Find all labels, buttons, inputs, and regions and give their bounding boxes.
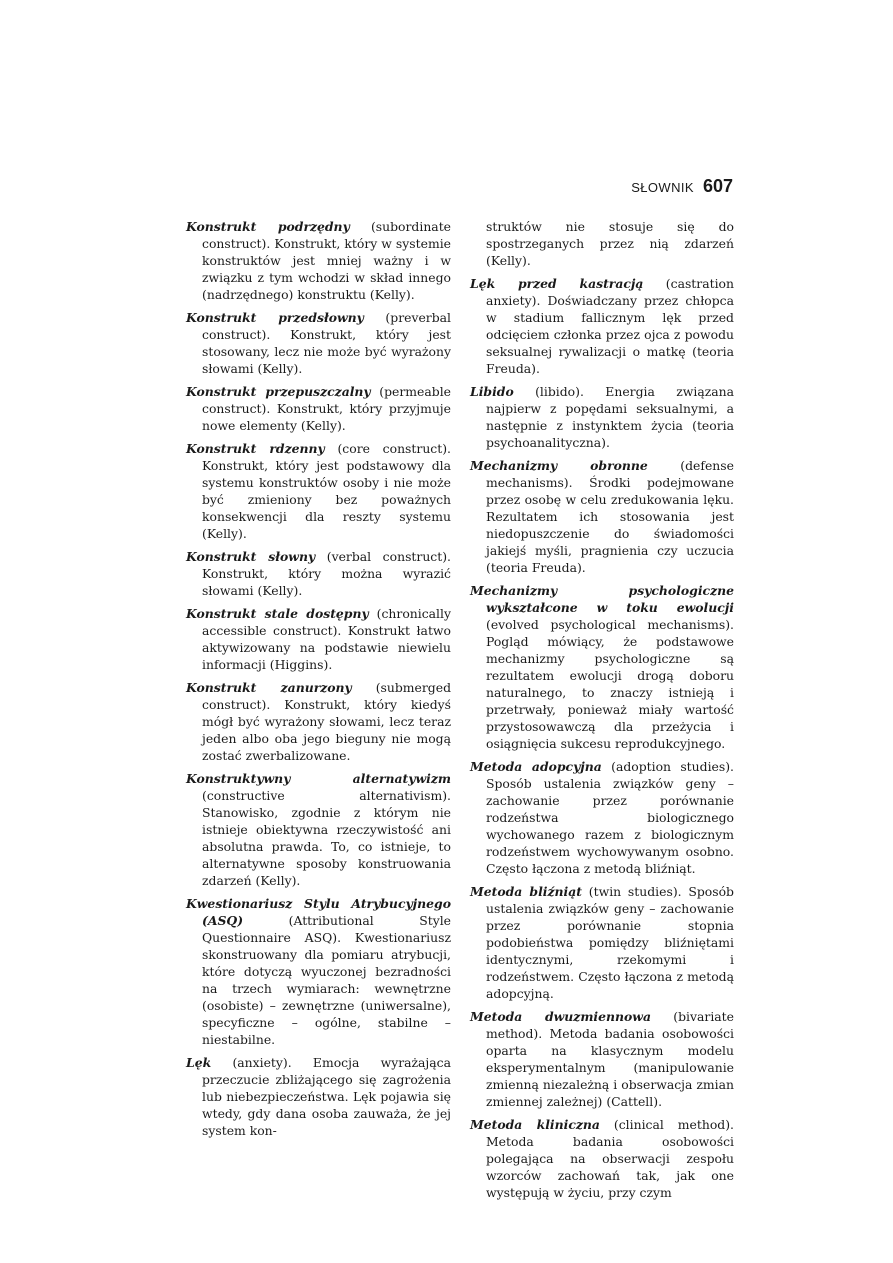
entry-term: Metoda bliźniąt bbox=[470, 884, 583, 899]
entry-definition: (bivariate method). Metoda badania osobowości oparta na klasycznym modelu eksperymentalnym (manipulowanie zmienną niezależną i obserwacja zmian zmiennej zależnej) (Cattell). bbox=[486, 1009, 734, 1109]
glossary-entry bbox=[470, 1116, 734, 1201]
glossary-entry bbox=[470, 383, 734, 451]
glossary-entry bbox=[186, 383, 451, 434]
glossary-entry bbox=[186, 895, 451, 1048]
glossary-entry bbox=[470, 1008, 734, 1110]
glossary-entry bbox=[186, 605, 451, 673]
entry-term: Konstrukt stale dostępny bbox=[186, 606, 369, 621]
glossary-entry bbox=[470, 883, 734, 1002]
entry-definition: (subordinate construct). Konstrukt, który w systemie konstruktów jest mniej ważny i w związku z tym wchodzi w skład innego (nadrzędnego) konstruktu (Kelly). bbox=[202, 219, 452, 302]
entry-definition: (verbal construct). Konstrukt, który można wyrazić słowami (Kelly). bbox=[202, 549, 451, 598]
entry-definition: (libido). Energia związana najpierw z popędami seksualnymi, a następnie z instynktem życia (teoria psychoanalityczna). bbox=[486, 384, 734, 450]
entry-term: Lęk bbox=[186, 1055, 212, 1070]
entry-definition: (evolved psychological mechanisms). Pogląd mówiący, że podstawowe mechanizmy psychologiczne są rezultatem ewolucji drogą doboru naturalnego, to znaczy istnieją i przetrwały, ponieważ miały wartość przystosowawczą dla przeżycia i osiągnięcia sukcesu reprodukcyjnego. bbox=[486, 617, 734, 751]
entry-term: Metoda dwuzmiennowa bbox=[470, 1009, 651, 1024]
entry-definition: (adoption studies). Sposób ustalenia związków geny – zachowanie przez porównanie rodzeństwa biologicznego wychowanego razem z biologicznym rodzeństwem wychowywanym osobno. Często łączona z metodą bliźniąt. bbox=[486, 759, 734, 876]
entry-definition: (chronically accessible construct). Konstrukt łatwo aktywizowany na podstawie niewielu informacji (Higgins). bbox=[202, 606, 451, 672]
entry-definition: (core construct). Konstrukt, który jest podstawowy dla systemu konstruktów osoby i nie może być zmieniony bez poważnych konsekwencji dla reszty systemu (Kelly). bbox=[202, 441, 451, 541]
entry-definition: (castration anxiety). Doświadczany przez chłopca w stadium fallicznym lęk przed odcięciem członka przez ojca z powodu seksualnej rywalizacji o matkę (teoria Freuda). bbox=[486, 276, 734, 376]
left-column bbox=[186, 218, 451, 1145]
entry-definition: (anxiety). Emocja wyrażająca przeczucie zbliżającego się zagrożenia lub niebezpieczeństwa. Lęk pojawia się wtedy, gdy dana osoba zauważa, że jej system kon- bbox=[202, 1055, 451, 1138]
glossary-entry bbox=[186, 1054, 451, 1139]
section-title: SŁOWNIK bbox=[631, 180, 694, 195]
page-number: 607 bbox=[702, 176, 733, 196]
entry-term: Mechanizmy psychologiczne wykształcone w toku ewolucji bbox=[470, 583, 734, 615]
glossary-entry bbox=[470, 758, 734, 877]
entry-term: Metoda kliniczna bbox=[470, 1117, 600, 1132]
running-head bbox=[631, 176, 733, 197]
entry-term: Lęk przed kastracją bbox=[470, 276, 644, 291]
entry-term: Konstrukt zanurzony bbox=[186, 680, 352, 695]
entry-term: Kwestionariusz Stylu Atrybucyjnego (ASQ) bbox=[186, 896, 451, 928]
entry-term: Konstrukt podrzędny bbox=[186, 219, 350, 234]
entry-definition: (permeable construct). Konstrukt, który przyjmuje nowe elementy (Kelly). bbox=[202, 384, 451, 433]
entry-term: Konstruktywny alternatywizm bbox=[186, 771, 451, 786]
entry-term: Metoda adopcyjna bbox=[470, 759, 602, 774]
glossary-entry bbox=[186, 548, 451, 599]
glossary-entry bbox=[470, 457, 734, 576]
entry-definition: (twin studies). Sposób ustalenia związków geny – zachowanie przez porównanie stopnia podobieństwa pomiędzy bliźniętami identycznymi, rzekomymi i rodzeństwem. Często łączona z metodą adopcyjną. bbox=[486, 884, 734, 1001]
glossary-entry bbox=[470, 275, 734, 377]
entry-definition: (Attributional Style Questionnaire ASQ). Kwestionariusz skonstruowany dla pomiaru atrybucji, które dotyczą wyuczonej bezradności na trzech wymiarach: wewnętrzne (osobiste) – zewnętrzne (uniwersalne), specyficzne – ogólne, stabilne – niestabilne. bbox=[202, 913, 451, 1047]
entry-term: Mechanizmy obronne bbox=[470, 458, 648, 473]
entry-definition: (submerged construct). Konstrukt, który kiedyś mógł być wyrażony słowami, lecz teraz jeden albo oba jego bieguny nie mogą zostać zwerbalizowane. bbox=[202, 680, 451, 763]
entry-definition: (constructive alternativism). Stanowisko, zgodnie z którym nie istnieje obiektywna rzeczywistość ani absolutna prawda. To, co istnieje, to alternatywne sposoby konstruowania zdarzeń (Kelly). bbox=[202, 788, 451, 888]
glossary-entry bbox=[470, 582, 734, 752]
glossary-entry bbox=[186, 218, 451, 303]
glossary-entry bbox=[186, 770, 451, 889]
entry-definition: (clinical method). Metoda badania osobowości polegająca na obserwacji zespołu wzorców zachowań tak, jak one występują w życiu, przy czym bbox=[486, 1117, 734, 1200]
entry-continuation: struktów nie stosuje się do spostrzeganych przez nią zdarzeń (Kelly). bbox=[486, 219, 734, 268]
entry-term: Konstrukt słowny bbox=[186, 549, 316, 564]
glossary-entry bbox=[186, 309, 451, 377]
right-column bbox=[470, 218, 734, 1207]
entry-definition: (defense mechanisms). Środki podejmowane przez osobę w celu zredukowania lęku. Rezultatem ich stosowania jest niedopuszczenie do świadomości jakiejś myśli, pragnienia czy uczucia (teoria Freuda). bbox=[486, 458, 734, 575]
entry-term: Konstrukt rdzenny bbox=[186, 441, 325, 456]
glossary-entry bbox=[186, 440, 451, 542]
entry-term: Libido bbox=[470, 384, 514, 399]
glossary-entry bbox=[186, 679, 451, 764]
entry-definition: (preverbal construct). Konstrukt, który jest stosowany, lecz nie może być wyrażony słowami (Kelly). bbox=[202, 310, 451, 376]
entry-term: Konstrukt przepuszczalny bbox=[186, 384, 371, 399]
entry-term: Konstrukt przedsłowny bbox=[186, 310, 364, 325]
